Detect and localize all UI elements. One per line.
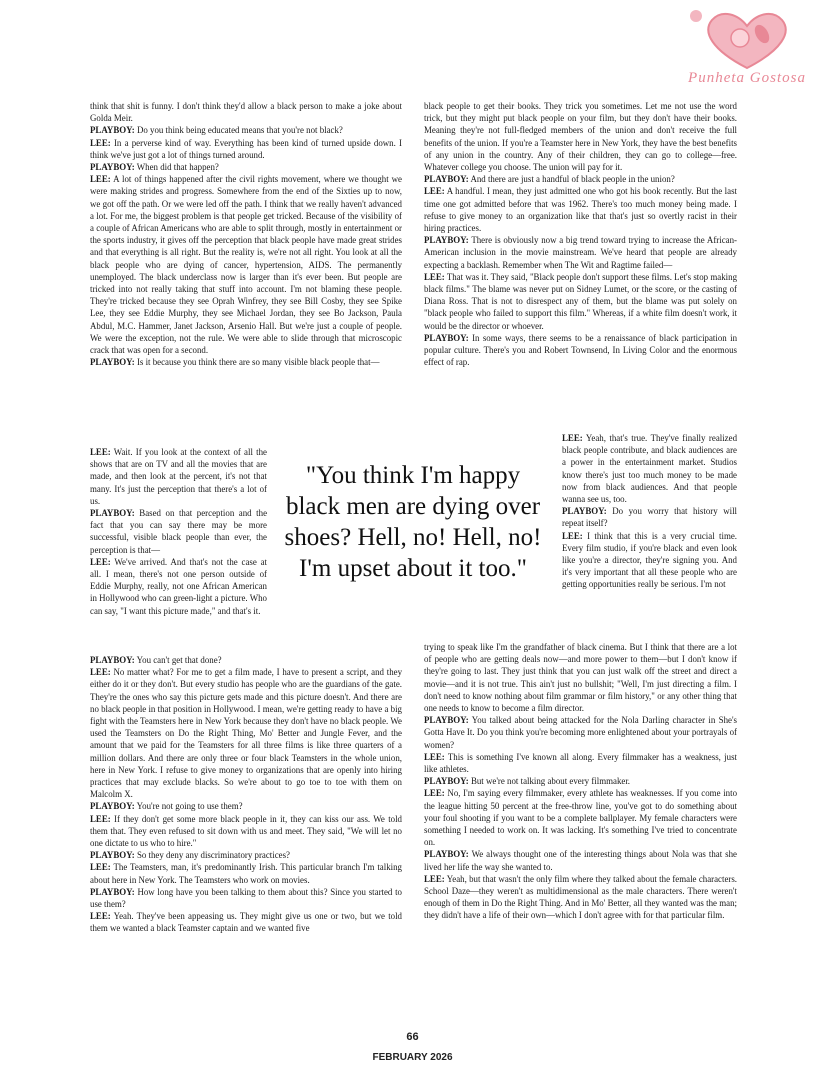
paragraph-text: Yeah, but that wasn't the only film where they talked about the female characters. School Daze—they weren't as multidimensional as the male characters. There weren't enough of them in Do the Right Thing. And in Mo' Better, all they wanted was the man; they didn't have a life of their own—which I don't agree with for that particular film. — [424, 873, 738, 921]
speaker-label: PLAYBOY: — [424, 849, 469, 860]
paragraph-text: When did that happen? — [136, 162, 219, 173]
paragraph-text: Do you worry that history will repeat itself? — [562, 506, 738, 529]
pull-quote: "You think I'm happy black men are dying over shoes? Hell, no! Hell, no! I'm upset about it too." — [284, 462, 542, 582]
interview-paragraph — [424, 271, 737, 332]
paragraph-text: This is something I've known all along. Every filmmaker has a weakness, just like athletes. — [424, 751, 737, 775]
interview-paragraph — [90, 910, 402, 934]
speaker-label: LEE: — [424, 271, 445, 282]
speaker-label: PLAYBOY: — [90, 162, 135, 173]
column-right-narrow — [562, 432, 737, 591]
interview-paragraph — [90, 556, 267, 617]
interview-paragraph — [424, 234, 737, 271]
speaker-label: PLAYBOY: — [562, 506, 607, 517]
interview-paragraph — [90, 173, 402, 356]
interview-paragraph — [90, 507, 267, 556]
interview-paragraph — [90, 800, 402, 812]
paragraph-text: But we're not talking about every filmmaker. — [470, 776, 631, 787]
interview-paragraph — [424, 100, 737, 173]
speaker-label: PLAYBOY: — [90, 655, 135, 665]
interview-paragraph — [424, 787, 737, 848]
interview-paragraph — [424, 641, 737, 714]
interview-paragraph — [424, 332, 737, 369]
interview-paragraph — [90, 813, 402, 850]
interview-paragraph — [424, 873, 737, 922]
paragraph-text: I think that this is a very crucial time. Every film studio, if you're black and even look like you're a director, they're signing you. And it's very important that all these people who are getting opportunities really be serious. I'm not — [562, 530, 738, 590]
paragraph-text: Is it because you think there are so many visible black people that— — [136, 357, 380, 368]
column-left-top — [90, 100, 402, 368]
interview-paragraph — [424, 848, 737, 872]
speaker-label: LEE: — [90, 556, 111, 567]
interview-paragraph — [424, 185, 737, 234]
interview-paragraph — [90, 861, 402, 885]
speaker-label: PLAYBOY: — [424, 235, 469, 246]
paragraph-text: The Teamsters, man, it's predominantly Irish. This particular branch I'm talking about here in New York. The Teamsters who work on movies. — [90, 862, 402, 885]
paragraph-text: black people to get their books. They trick you sometimes. Let me not use the word trick, but they might put black people on your film, but they don't have their books. Meaning they're not full-fledged members of the union and don't receive the full benefits of the union. If you're a Teamster here in New York, they have the best benefits of any union in the country. Any of their children, they can go to college—free. Whatever college you choose. The union will pay for it. — [424, 101, 737, 173]
speaker-label: PLAYBOY: — [90, 801, 135, 812]
watermark-text: Punheta Gostosa — [688, 70, 806, 86]
paragraph-text: We've arrived. And that's not the case at all. I mean, there's not one person outside of Eddie Murphy, really, not one African American in Hollywood who can green-light a picture. Who can say, "I want this picture made," and that's it. — [90, 556, 267, 616]
paragraph-text: How long have you been talking to them about this? Since you started to use them? — [90, 886, 402, 910]
speaker-label: PLAYBOY: — [90, 125, 135, 136]
paragraph-text: No matter what? For me to get a film made, I have to present a script, and they either do it or they don't. But every studio has people who are the guardians of the gate. They're the ones who say this picture gets made and this picture doesn't. And there are no black people in that position in Hollywood. I mean, we're getting ready to have a big fight with the Teamsters here in New York because they don't have no black people. We used the Teamsters on Do the Right Thing, Mo' Better and Jungle Fever, and the amount that we paid for the Teamsters for all three films is like three quarters of a million dollars. And there are only three or four black Teamsters in the whole union, here in New York. I refuse to give money to organizations that are openly into hiring practices that may exclude blacks. So we're about to go toe to toe with them on Malcolm X. — [90, 667, 403, 800]
column-right-lower — [424, 641, 737, 922]
speaker-label: LEE: — [90, 447, 111, 457]
interview-paragraph — [90, 161, 402, 173]
interview-paragraph — [424, 173, 737, 185]
column-left-lower — [90, 654, 402, 935]
interview-paragraph — [562, 432, 737, 505]
interview-paragraph — [90, 654, 402, 666]
paragraph-text: Wait. If you look at the context of all the shows that are on TV and all the movies that are made, and then look at the percent, it's not that many. It's just the perception that there's a lot of us. — [90, 447, 267, 506]
interview-paragraph — [424, 775, 737, 787]
paragraph-text: That was it. They said, "Black people don't support these films. Let's stop making black films." The blame was never put on Sidney Lumet, or the score, or the casting of Diana Ross. That is not to disrespect any of them, but the blame was put solely on "black people who failed to support this film." Whereas, if a white film doesn't work, it would be the director or whoever. — [424, 271, 738, 331]
paragraph-text: And there are just a handful of black people in the union? — [470, 174, 675, 185]
speaker-label: LEE: — [562, 530, 583, 541]
speaker-label: PLAYBOY: — [424, 715, 469, 726]
paragraph-text: We always thought one of the interesting things about Nola was that she lived her life the way she wanted to. — [424, 849, 737, 872]
speaker-label: LEE: — [90, 813, 111, 824]
paragraph-text: If they don't get some more black people in it, they can kiss our ass. We told them that. They even refused to sit down with us and meet. They said, "We will let no one dictate to us who to hire." — [90, 813, 402, 849]
interview-paragraph — [424, 714, 737, 751]
paragraph-text: Yeah, that's true. They've finally realized black people contribute, and black audiences are a power in the entertainment market. Studios know there's just too much money to be made now from black audiences. And that people wanna see us, too. — [562, 433, 738, 505]
speaker-label: LEE: — [90, 137, 111, 148]
speaker-label: LEE: — [424, 873, 445, 884]
paragraph-text: You're not going to use them? — [136, 801, 243, 812]
speaker-label: PLAYBOY: — [424, 776, 469, 787]
speaker-label: LEE: — [90, 667, 111, 678]
paragraph-text: Based on that perception and the fact that you can say there may be more successful, visible black people than ever, the perception is that— — [90, 508, 268, 555]
speaker-label: LEE: — [424, 788, 445, 799]
speaker-label: PLAYBOY: — [90, 508, 135, 519]
paragraph-text: In a perverse kind of way. Everything has been kind of turned upside down. I think we've just got a lot of things turned around. — [90, 137, 403, 160]
paragraph-text: There is obviously now a big trend toward trying to increase the African-American inclusion in the movie mainstream. We've heard that people are already expecting a backlash. Remember when The Wit and Ragtime failed— — [424, 235, 737, 270]
speaker-label: LEE: — [562, 433, 583, 443]
paragraph-text: Yeah. They've been appeasing us. They might give us one or two, but we told them we wanted a black Teamster captain and we wanted five — [90, 911, 402, 934]
page-number: 66 — [406, 1031, 419, 1043]
paragraph-text: You can't get that done? — [136, 655, 222, 665]
speaker-label: PLAYBOY: — [424, 174, 469, 185]
interview-paragraph — [562, 505, 737, 529]
interview-paragraph — [90, 124, 402, 136]
paragraph-text: trying to speak like I'm the grandfather of black cinema. But I think that there are a lot of people who are getting deals now—and more power to them—but I don't know if they're going to last. They just think that you can just walk off the street and direct a movie—and it is not true. This ain't just no bullshit; "Well, I'm just directing a film. I don't need to know nothing about film grammar or film history," or any other thing that one needs to know to become a film director. — [424, 642, 737, 714]
speaker-label: LEE: — [90, 862, 111, 873]
issue-date: FEBRUARY 2026 — [372, 1052, 453, 1063]
speaker-label: PLAYBOY: — [90, 850, 135, 861]
heart-logo-icon — [672, 6, 822, 102]
interview-paragraph — [424, 751, 737, 775]
speaker-label: PLAYBOY: — [90, 886, 135, 897]
interview-paragraph — [90, 100, 402, 124]
paragraph-text: No, I'm saying every filmmaker, every athlete has weaknesses. If you come into the league hitting 50 percent at the free-throw line, you've got to do something about your foul shooting if you want to be a complete ballplayer. My female characters were something I needed to work on. It was lacking. It's something I've tried to concentrate on. — [424, 788, 738, 848]
paragraph-text: think that shit is funny. I don't think they'd allow a black person to make a joke about Golda Meir. — [90, 101, 402, 124]
column-left-narrow — [90, 446, 267, 617]
interview-paragraph — [90, 666, 402, 800]
speaker-label: LEE: — [424, 751, 445, 762]
paragraph-text: In some ways, there seems to be a renaissance of black participation in popular culture. There's you and Robert Townsend, In Living Color and the enormous effect of rap. — [424, 332, 738, 368]
interview-paragraph — [90, 356, 402, 368]
paragraph-text: A handful. I mean, they just admitted one who got his book recently. But the last time one got admitted before that was 1962. There's too much money being made. I refuse to give money to an organization like that that's just so overtly racist in their hiring practices. — [424, 186, 737, 234]
paragraph-text: You talked about being attacked for the Nola Darling character in She's Gotta Have It. Do you think you're becoming more enlightened about your portrayals of women? — [424, 715, 737, 750]
interview-paragraph — [90, 886, 402, 910]
speaker-label: PLAYBOY: — [424, 332, 469, 343]
paragraph-text: Do you think being educated means that you're not black? — [136, 125, 343, 136]
interview-paragraph — [90, 849, 402, 861]
speaker-label: LEE: — [90, 174, 111, 185]
column-right-top — [424, 100, 737, 368]
paragraph-text: So they deny any discriminatory practices? — [136, 850, 290, 861]
interview-paragraph — [90, 137, 402, 161]
interview-paragraph — [562, 530, 737, 591]
paragraph-text: A lot of things happened after the civil rights movement, where we thought we were making strides and progress. Somewhere from the end of the Sixties up to now, we got off the path. Or we were led off the path. I think that we really haven't advanced a lot. For me, the biggest problem is that people get tricked. Because of the visibility of a couple of African Americans who are able to split through, mostly in entertainment or the sports industry, it gives off the perception that black people have made great strides and that everything is all right. But the reality is, we're not all right. You look at all the black people who are dying of cancer, hypertension, AIDS. The permanently unemployed. The black underclass now is larger than it's ever been. But people are tricked into not really taking that stuff into account. I'm not blaming these people. They're tricked because they see Oprah Winfrey, they see Bill Cosby, they see Spike Lee, they see Eddie Murphy, they see Michael Jordan, they see Bo Jackson, Paula Abdul, M.C. Hammer, Janet Jackson, Arsenio Hall. But we're just a couple of people. We were the exception, not the rule. We were able to slide through that microscopic crack that was open for a second. — [90, 174, 402, 356]
speaker-label: PLAYBOY: — [90, 357, 135, 368]
speaker-label: LEE: — [424, 186, 445, 197]
speaker-label: LEE: — [90, 911, 111, 922]
watermark-logo — [672, 6, 822, 102]
interview-paragraph — [90, 446, 267, 507]
